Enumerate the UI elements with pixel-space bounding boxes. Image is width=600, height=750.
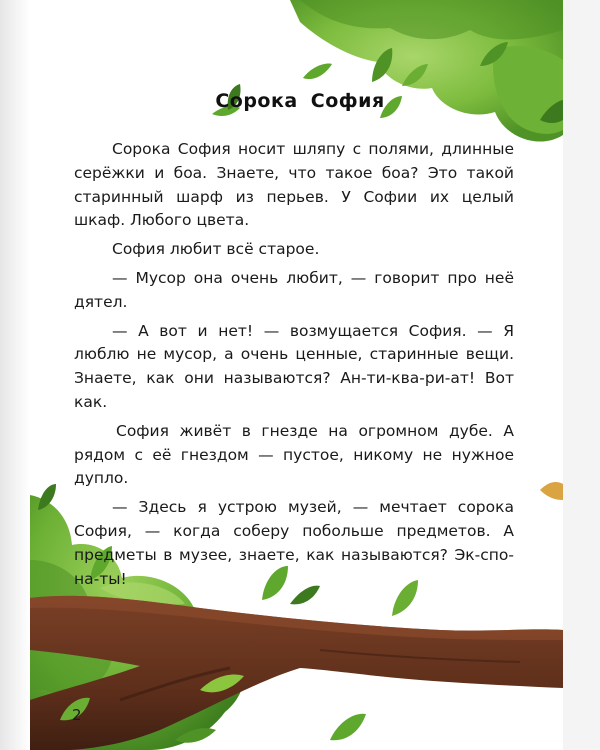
paragraph: Сорока София носит шляпу с полями, длинные серёжки и боа. Знаете, что такое боа? Это такой старинный шарф из перьев. У Софии их целый шкаф. Любого цвета. (74, 140, 514, 230)
paragraph: — А вот и нет! — возмущается София. — Я люблю не мусор, а очень ценные, старинные вещи. Знаете, как они называются? Ан-ти-ква-ри-ат! Вот как. (74, 321, 514, 411)
paragraph: — Здесь я устрою музей, — мечтает сорока София, — когда соберу побольше предметов. А предметы в музее, знаете, как называются? Эк-спо-на-ты! (74, 498, 514, 588)
paragraph: София живёт в гнезде на огромном дубе. А рядом с её гнездом — пустое, никому не нужное дупло. (74, 421, 514, 488)
chapter-title-wrap (0, 90, 600, 112)
chapter-title: Сорока София (215, 90, 385, 112)
paragraph: — Мусор она очень любит, — говорит про неё дятел. (74, 268, 514, 311)
page-number: 2 (72, 706, 82, 724)
top-right-foliage (290, 0, 563, 142)
paragraph: София любит всё старое. (112, 240, 320, 259)
story-text (74, 138, 514, 596)
